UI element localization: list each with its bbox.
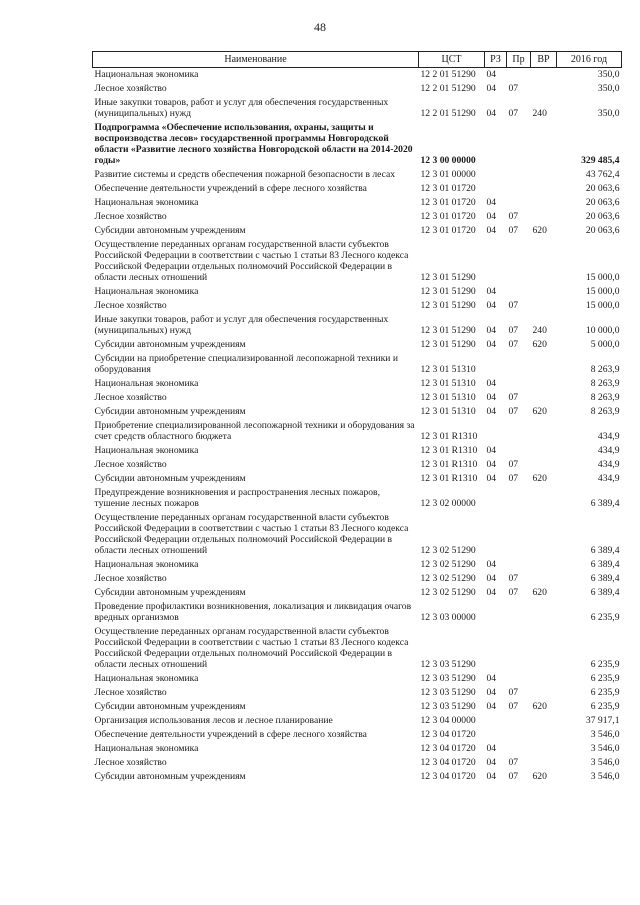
row-rz: 04 <box>486 325 497 336</box>
row-name: Субсидии автономным учреждениям <box>94 701 246 712</box>
row-pr: 07 <box>508 325 519 336</box>
row-cst: 12 3 04 01720 <box>420 729 476 740</box>
row-vr: 620 <box>532 587 547 598</box>
row-rz: 04 <box>486 286 497 297</box>
row-amount: 6 235,9 <box>590 673 620 684</box>
row-name: Развитие системы и средств обеспечения пожарной безопасности в лесах <box>94 169 396 180</box>
row-name: Лесное хозяйство <box>94 459 167 470</box>
row-cst: 12 3 01 51310 <box>420 406 476 417</box>
row-amount: 434,9 <box>597 445 620 456</box>
row-rz <box>485 486 507 511</box>
row-cst: 12 3 01 01720 <box>420 183 476 194</box>
row-pr <box>507 121 531 168</box>
row-vr <box>531 672 557 686</box>
table-row <box>93 672 622 686</box>
table-row <box>93 313 622 338</box>
row-cst: 12 3 01 01720 <box>420 211 476 222</box>
row-rz <box>485 238 507 285</box>
header-vr: ВР <box>531 52 557 68</box>
row-rz: 04 <box>486 559 497 570</box>
row-cst: 12 3 01 R1310 <box>420 431 478 442</box>
row-rz: 04 <box>486 701 497 712</box>
row-vr <box>531 377 557 391</box>
row-vr <box>531 600 557 625</box>
row-rz <box>485 714 507 728</box>
row-vr <box>531 285 557 299</box>
row-vr <box>531 352 557 377</box>
row-name: Национальная экономика <box>94 743 199 754</box>
row-name: Субсидии автономным учреждениям <box>94 225 246 236</box>
row-name: Национальная экономика <box>94 559 199 570</box>
row-rz: 04 <box>486 473 497 484</box>
row-rz: 04 <box>486 459 497 470</box>
row-vr: 620 <box>532 339 547 350</box>
row-rz: 04 <box>486 587 497 598</box>
row-cst: 12 3 03 51290 <box>420 701 476 712</box>
row-cst: 12 3 01 01720 <box>420 197 476 208</box>
row-cst: 12 3 01 51290 <box>420 286 476 297</box>
header-pr: Пр <box>507 52 531 68</box>
row-vr <box>531 238 557 285</box>
row-rz: 04 <box>486 69 497 80</box>
header-cst: ЦСТ <box>419 52 485 68</box>
table-header <box>93 52 622 68</box>
row-vr <box>531 82 557 96</box>
row-vr <box>531 625 557 672</box>
table-row <box>93 238 622 285</box>
row-cst: 12 3 01 01720 <box>420 225 476 236</box>
row-rz: 04 <box>486 83 497 94</box>
row-rz <box>485 728 507 742</box>
table-row <box>93 586 622 600</box>
table-row <box>93 352 622 377</box>
row-cst: 12 3 01 51290 <box>420 339 476 350</box>
row-name: Осуществление переданных органам государственной власти субъектов Российской Федерации в соответствии с частью 1 статьи 83 Лесного кодекса Российской Федерации отдельных полномочий Российской Федерации в области лесных отношений <box>94 626 409 670</box>
table-row <box>93 121 622 168</box>
row-amount: 434,9 <box>597 431 620 442</box>
row-amount: 15 000,0 <box>585 286 620 297</box>
table-row <box>93 405 622 419</box>
row-vr <box>531 444 557 458</box>
row-name: Иные закупки товаров, работ и услуг для обеспечения государственных (муниципальных) нужд <box>94 314 389 336</box>
row-name: Национальная экономика <box>94 673 199 684</box>
row-amount: 8 263,9 <box>590 406 620 417</box>
table-row <box>93 299 622 313</box>
table-row <box>93 377 622 391</box>
table-row <box>93 210 622 224</box>
row-cst: 12 3 04 01720 <box>420 743 476 754</box>
table-row <box>93 472 622 486</box>
row-name: Субсидии автономным учреждениям <box>94 406 246 417</box>
row-rz <box>485 419 507 444</box>
row-rz: 04 <box>486 445 497 456</box>
row-vr: 620 <box>532 771 547 782</box>
table-row <box>93 686 622 700</box>
row-pr <box>507 352 531 377</box>
row-name: Обеспечение деятельности учреждений в сфере лесного хозяйства <box>94 183 367 194</box>
row-rz: 04 <box>486 673 497 684</box>
row-vr <box>531 196 557 210</box>
row-rz <box>485 182 507 196</box>
table-row <box>93 742 622 756</box>
row-name: Иные закупки товаров, работ и услуг для обеспечения государственных (муниципальных) нужд <box>94 97 389 119</box>
row-pr: 07 <box>508 473 519 484</box>
row-name: Осуществление переданных органам государственной власти субъектов Российской Федерации в соответствии с частью 1 статьи 83 Лесного кодекса Российской Федерации отдельных полномочий Российской Федерации в области лесных отношений <box>94 512 409 556</box>
row-vr <box>531 121 557 168</box>
row-cst: 12 3 02 51290 <box>420 545 476 556</box>
table-row <box>93 486 622 511</box>
row-vr <box>531 742 557 756</box>
table-row <box>93 511 622 558</box>
row-pr: 07 <box>508 392 519 403</box>
header-year: 2016 год <box>557 52 622 68</box>
row-pr <box>507 285 531 299</box>
row-amount: 8 263,9 <box>590 392 620 403</box>
row-pr: 07 <box>508 108 519 119</box>
row-name: Субсидии автономным учреждениям <box>94 339 246 350</box>
row-cst: 12 3 02 51290 <box>420 587 476 598</box>
row-amount: 8 263,9 <box>590 364 620 375</box>
row-amount: 10 000,0 <box>585 325 620 336</box>
header-name: Наименование <box>93 52 419 68</box>
row-pr: 07 <box>508 225 519 236</box>
row-amount: 350,0 <box>597 83 620 94</box>
row-cst: 12 3 01 00000 <box>420 169 476 180</box>
row-cst: 12 2 01 51290 <box>420 108 476 119</box>
row-amount: 6 389,4 <box>590 545 620 556</box>
row-rz <box>485 625 507 672</box>
row-pr <box>507 444 531 458</box>
row-cst: 12 2 01 51290 <box>420 69 476 80</box>
row-amount: 6 235,9 <box>590 701 620 712</box>
row-name: Подпрограмма «Обеспечение использования, охраны, защиты и воспроизводства лесов» государственной программы Новгородской области «Развитие лесного хозяйства Новгородской области на 2014-2020 годы» <box>94 122 413 166</box>
row-name: Приобретение специализированной лесопожарной техники и оборудования за счет средств областного бюджета <box>94 420 415 442</box>
row-cst: 12 3 04 01720 <box>420 757 476 768</box>
row-name: Субсидии автономным учреждениям <box>94 473 246 484</box>
row-amount: 6 389,4 <box>590 573 620 584</box>
row-name: Национальная экономика <box>94 69 199 80</box>
row-vr: 240 <box>532 108 547 119</box>
row-pr: 07 <box>508 701 519 712</box>
row-rz <box>485 511 507 558</box>
table-row <box>93 419 622 444</box>
row-rz: 04 <box>486 378 497 389</box>
row-pr: 07 <box>508 83 519 94</box>
row-amount: 434,9 <box>597 473 620 484</box>
row-amount: 3 546,0 <box>590 729 620 740</box>
row-cst: 12 3 01 51290 <box>420 272 476 283</box>
row-vr: 620 <box>532 701 547 712</box>
row-cst: 12 3 02 51290 <box>420 559 476 570</box>
row-amount: 6 389,4 <box>590 559 620 570</box>
row-name: Лесное хозяйство <box>94 687 167 698</box>
row-pr <box>507 419 531 444</box>
row-pr: 07 <box>508 339 519 350</box>
row-rz: 04 <box>486 392 497 403</box>
row-vr <box>531 419 557 444</box>
row-amount: 37 917,1 <box>585 715 620 726</box>
row-name: Субсидии автономным учреждениям <box>94 771 246 782</box>
row-amount: 6 235,9 <box>590 612 620 623</box>
row-vr <box>531 168 557 182</box>
table-row <box>93 96 622 121</box>
row-vr <box>531 714 557 728</box>
row-pr: 07 <box>508 211 519 222</box>
row-pr: 07 <box>508 406 519 417</box>
row-rz <box>485 168 507 182</box>
row-name: Лесное хозяйство <box>94 392 167 403</box>
row-name: Национальная экономика <box>94 197 199 208</box>
row-rz: 04 <box>486 771 497 782</box>
row-pr: 07 <box>508 587 519 598</box>
row-amount: 6 235,9 <box>590 687 620 698</box>
row-cst: 12 3 02 00000 <box>420 498 476 509</box>
row-amount: 20 063,6 <box>585 183 620 194</box>
table-row <box>93 458 622 472</box>
row-vr <box>531 68 557 83</box>
row-name: Лесное хозяйство <box>94 757 167 768</box>
row-amount: 6 389,4 <box>590 587 620 598</box>
row-vr <box>531 756 557 770</box>
table-row <box>93 600 622 625</box>
header-rz: РЗ <box>485 52 507 68</box>
row-vr <box>531 391 557 405</box>
row-cst: 12 3 01 R1310 <box>420 459 478 470</box>
row-pr: 07 <box>508 459 519 470</box>
row-cst: 12 3 01 51310 <box>420 392 476 403</box>
row-cst: 12 3 01 51310 <box>420 378 476 389</box>
row-cst: 12 3 01 51290 <box>420 300 476 311</box>
row-cst: 12 3 00 00000 <box>420 155 476 166</box>
row-pr: 07 <box>508 771 519 782</box>
row-vr: 620 <box>532 406 547 417</box>
row-name: Субсидии автономным учреждениям <box>94 587 246 598</box>
row-vr <box>531 182 557 196</box>
table-row <box>93 700 622 714</box>
row-vr <box>531 511 557 558</box>
row-amount: 350,0 <box>597 69 620 80</box>
table-row <box>93 196 622 210</box>
table-row <box>93 756 622 770</box>
table-row <box>93 728 622 742</box>
row-pr: 07 <box>508 573 519 584</box>
row-vr <box>531 486 557 511</box>
row-name: Лесное хозяйство <box>94 83 167 94</box>
row-amount: 20 063,6 <box>585 225 620 236</box>
row-amount: 8 263,9 <box>590 378 620 389</box>
row-amount: 3 546,0 <box>590 743 620 754</box>
row-vr <box>531 299 557 313</box>
row-cst: 12 3 04 01720 <box>420 771 476 782</box>
row-cst: 12 3 04 00000 <box>420 715 476 726</box>
row-amount: 6 235,9 <box>590 659 620 670</box>
row-rz: 04 <box>486 573 497 584</box>
row-pr: 07 <box>508 687 519 698</box>
row-name: Проведение профилактики возникновения, локализация и ликвидация очагов вредных организмов <box>94 601 412 623</box>
row-amount: 15 000,0 <box>585 300 620 311</box>
table-row <box>93 285 622 299</box>
row-amount: 5 000,0 <box>590 339 620 350</box>
table-body <box>93 68 622 785</box>
row-cst: 12 3 01 51310 <box>420 364 476 375</box>
row-rz: 04 <box>486 225 497 236</box>
row-name: Предупреждение возникновения и распространения лесных пожаров, тушение лесных пожаров <box>94 487 380 509</box>
row-pr <box>507 714 531 728</box>
table-row <box>93 82 622 96</box>
row-cst: 12 3 01 51290 <box>420 325 476 336</box>
table-row <box>93 444 622 458</box>
row-name: Организация использования лесов и лесное планирование <box>94 715 333 726</box>
row-name: Обеспечение деятельности учреждений в сфере лесного хозяйства <box>94 729 367 740</box>
row-cst: 12 3 03 51290 <box>420 659 476 670</box>
row-pr <box>507 672 531 686</box>
row-rz: 04 <box>486 339 497 350</box>
row-pr <box>507 600 531 625</box>
row-rz: 04 <box>486 757 497 768</box>
row-pr <box>507 377 531 391</box>
row-vr <box>531 558 557 572</box>
row-vr <box>531 686 557 700</box>
row-name: Национальная экономика <box>94 286 199 297</box>
table-row <box>93 338 622 352</box>
row-rz: 04 <box>486 197 497 208</box>
table-row <box>93 714 622 728</box>
row-vr <box>531 728 557 742</box>
row-name: Национальная экономика <box>94 445 199 456</box>
row-amount: 20 063,6 <box>585 211 620 222</box>
row-rz: 04 <box>486 211 497 222</box>
row-cst: 12 3 03 00000 <box>420 612 476 623</box>
row-amount: 350,0 <box>597 108 620 119</box>
row-name: Национальная экономика <box>94 378 199 389</box>
row-rz: 04 <box>486 743 497 754</box>
header-row <box>93 52 622 68</box>
row-pr: 07 <box>508 300 519 311</box>
row-rz <box>485 352 507 377</box>
row-pr <box>507 182 531 196</box>
row-amount: 20 063,6 <box>585 197 620 208</box>
table-row <box>93 558 622 572</box>
row-pr <box>507 558 531 572</box>
row-pr <box>507 196 531 210</box>
row-vr: 620 <box>532 225 547 236</box>
row-cst: 12 3 01 R1310 <box>420 473 478 484</box>
row-name: Лесное хозяйство <box>94 573 167 584</box>
budget-table <box>92 51 622 784</box>
table-row <box>93 770 622 784</box>
row-rz <box>485 600 507 625</box>
row-name: Лесное хозяйство <box>94 211 167 222</box>
row-name: Субсидии на приобретение специализированной лесопожарной техники и оборудования <box>94 353 398 375</box>
row-vr: 620 <box>532 473 547 484</box>
row-pr <box>507 742 531 756</box>
row-cst: 12 3 03 51290 <box>420 673 476 684</box>
row-amount: 6 389,4 <box>590 498 620 509</box>
row-rz: 04 <box>486 108 497 119</box>
table-row <box>93 182 622 196</box>
row-rz: 04 <box>486 687 497 698</box>
row-amount: 3 546,0 <box>590 771 620 782</box>
row-rz: 04 <box>486 300 497 311</box>
row-vr <box>531 572 557 586</box>
row-vr <box>531 210 557 224</box>
table-row <box>93 625 622 672</box>
table-row <box>93 168 622 182</box>
row-vr: 240 <box>532 325 547 336</box>
table-row <box>93 391 622 405</box>
table-row <box>93 224 622 238</box>
row-cst: 12 3 03 51290 <box>420 687 476 698</box>
row-amount: 434,9 <box>597 459 620 470</box>
row-amount: 3 546,0 <box>590 757 620 768</box>
row-rz <box>485 121 507 168</box>
row-pr <box>507 238 531 285</box>
row-name: Осуществление переданных органам государственной власти субъектов Российской Федерации в соответствии с частью 1 статьи 83 Лесного кодекса Российской Федерации отдельных полномочий Российской Федерации в области лесных отношений <box>94 239 409 283</box>
row-amount: 329 485,4 <box>581 155 620 166</box>
row-vr <box>531 458 557 472</box>
table-row <box>93 572 622 586</box>
row-name: Лесное хозяйство <box>94 300 167 311</box>
row-pr <box>507 728 531 742</box>
page-number: 48 <box>314 20 326 34</box>
row-rz: 04 <box>486 406 497 417</box>
row-cst: 12 3 01 R1310 <box>420 445 478 456</box>
row-amount: 15 000,0 <box>585 272 620 283</box>
row-cst: 12 3 02 51290 <box>420 573 476 584</box>
row-cst: 12 2 01 51290 <box>420 83 476 94</box>
row-pr <box>507 625 531 672</box>
row-pr <box>507 168 531 182</box>
row-pr <box>507 68 531 83</box>
table-row <box>93 68 622 83</box>
row-pr <box>507 486 531 511</box>
row-pr: 07 <box>508 757 519 768</box>
row-pr <box>507 511 531 558</box>
row-amount: 43 762,4 <box>585 169 620 180</box>
